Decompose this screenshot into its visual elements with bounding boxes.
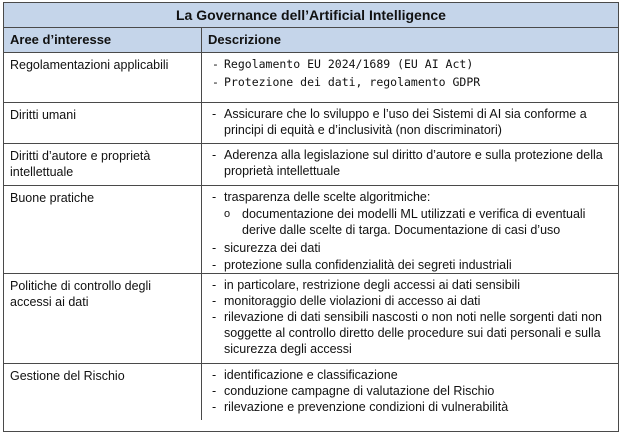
list-item	[212, 399, 610, 415]
row-description	[202, 103, 618, 143]
list-item	[212, 257, 610, 273]
row-area: Diritti umani	[4, 103, 202, 143]
item-text: Assicurare che lo sviluppo e l’uso dei Sistemi di AI sia conforme a principi di equità e d’inclusività (non discriminatori)	[224, 107, 587, 137]
list-item	[212, 383, 610, 399]
dash-marker: -	[212, 241, 217, 255]
list-item	[212, 56, 610, 72]
item-text: rilevazione di dati sensibili nascosti o non noti nelle sorgenti dati non soggette al controllo diretto delle procedure sui dati personali e sulla sicurezza degli accessi	[224, 310, 603, 356]
list-item	[212, 277, 610, 293]
row-area: Politiche di controllo degli accessi ai dati	[4, 274, 202, 363]
row-description	[202, 274, 618, 363]
item-text: Protezione dei dati, regolamento GDPR	[224, 75, 481, 89]
row-description	[202, 144, 618, 185]
row-area: Diritti d’autore e proprietà intellettuale	[4, 144, 202, 185]
item-text: monitoraggio delle violazioni di accesso ai dati	[224, 294, 481, 308]
row-area: Buone pratiche	[4, 186, 202, 273]
table-header	[4, 28, 618, 53]
dash-marker: -	[212, 400, 217, 414]
dash-marker: -	[212, 278, 217, 292]
row-area: Gestione del Rischio	[4, 364, 202, 420]
dash-marker: -	[212, 107, 217, 121]
row-description	[202, 186, 618, 273]
table-row	[4, 186, 618, 274]
dash-marker: -	[212, 384, 217, 398]
dash-marker: -	[212, 190, 217, 204]
row-area: Regolamentazioni applicabili	[4, 53, 202, 102]
table-row	[4, 274, 618, 364]
header-descrizione: Descrizione	[208, 32, 281, 47]
table-title: La Governance dell’Artificial Intelligence	[4, 3, 618, 28]
circle-bullet: o	[224, 208, 231, 220]
dash-marker: -	[212, 258, 217, 272]
list-item	[212, 240, 610, 256]
governance-table	[3, 2, 619, 432]
list-item	[212, 367, 610, 383]
list-item	[212, 189, 610, 205]
dash-marker: -	[212, 148, 217, 162]
dash-marker: -	[212, 368, 217, 382]
row-description	[202, 53, 618, 102]
dash-marker: -	[212, 57, 219, 71]
table-row	[4, 364, 618, 420]
table-row	[4, 144, 618, 186]
list-item	[212, 293, 610, 309]
table-row	[4, 53, 618, 103]
item-text: Aderenza alla legislazione sul diritto d’autore e sulla protezione della proprietà intellettuale	[224, 148, 603, 178]
item-text: conduzione campagne di valutazione del Rischio	[224, 384, 495, 398]
sub-list-item	[212, 206, 610, 238]
list-item	[212, 309, 610, 357]
item-text: rilevazione e prevenzione condizioni di vulnerabilità	[224, 400, 509, 414]
dash-marker: -	[212, 75, 219, 89]
header-aree: Aree d’interesse	[4, 28, 202, 52]
item-text: documentazione dei modelli ML utilizzati e verifica di eventuali derive dalle scelte di targa. Documentazione di casi d’uso	[242, 207, 586, 237]
item-text: trasparenza delle scelte algoritmiche:	[224, 190, 431, 204]
item-text: in particolare, restrizione degli accessi ai dati sensibili	[224, 278, 520, 292]
list-item	[212, 147, 610, 179]
dash-marker: -	[212, 310, 217, 324]
list-item	[212, 106, 610, 138]
item-text: identificazione e classificazione	[224, 368, 398, 382]
row-description	[202, 364, 618, 420]
item-text: protezione sulla confidenzialità dei segreti industriali	[224, 258, 512, 272]
list-item	[212, 74, 610, 90]
dash-marker: -	[212, 294, 217, 308]
item-text: sicurezza dei dati	[224, 241, 321, 255]
item-text: Regolamento EU 2024/1689 (EU AI Act)	[224, 57, 474, 71]
table-row	[4, 103, 618, 144]
